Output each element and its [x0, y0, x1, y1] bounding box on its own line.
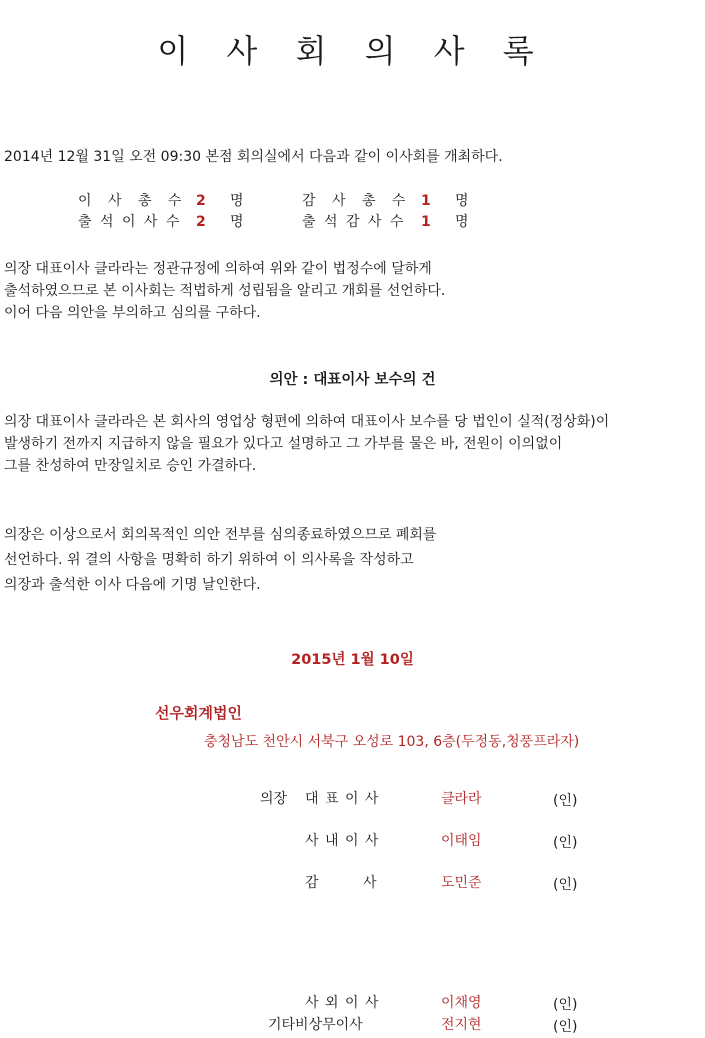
closing-line-2: 선언하다. 위 결의 사항을 명확히 하기 위하여 이 의사록을 작성하고: [4, 552, 414, 568]
directors-total-label: 이 사 총 수: [78, 193, 188, 209]
signature-name: 전지현: [441, 1017, 482, 1033]
agenda-line-3: 그를 찬성하여 만장일치로 승인 가결하다.: [4, 458, 257, 474]
auditors-total-unit: 명: [455, 193, 469, 209]
chair-prefix: 의장: [260, 791, 288, 807]
seal-mark: (인): [553, 835, 578, 851]
company-address: 충청남도 천안시 서북구 오성로 103, 6층(두정동,청풍프라자): [204, 734, 580, 750]
document-title: 이 사 회 의 사 록: [157, 32, 548, 70]
quorum-line-1: 의장 대표이사 클라라는 정관규정에 의하여 위와 같이 법정수에 달하게: [4, 261, 432, 277]
auditors-present-value: 1: [421, 214, 431, 230]
quorum-line-3: 이어 다음 의안을 부의하고 심의를 구하다.: [4, 305, 261, 321]
auditors-present-label: 출 석 감 사 수: [302, 214, 406, 230]
signature-name: 이태임: [441, 833, 482, 849]
signature-name: 클라라: [441, 791, 482, 807]
closing-line-3: 의장과 출석한 이사 다음에 기명 날인한다.: [4, 577, 261, 593]
signature-role: 기타비상무이사: [268, 1017, 363, 1033]
signature-name: 이채영: [441, 995, 482, 1011]
meeting-date: 2015년 1월 10일: [291, 652, 414, 668]
agenda-title: 의안 : 대표이사 보수의 건: [269, 372, 436, 388]
directors-total-unit: 명: [230, 193, 244, 209]
auditors-present-unit: 명: [455, 214, 469, 230]
signature-role: 대 표 이 사: [305, 791, 380, 807]
directors-present-unit: 명: [230, 214, 244, 230]
agenda-line-2: 발생하기 전까지 지급하지 않을 필요가 있다고 설명하고 그 가부를 물은 바, 전원이 이의없이: [4, 436, 563, 452]
seal-mark: (인): [553, 1019, 578, 1035]
directors-present-value: 2: [196, 214, 206, 230]
signature-role: 사 외 이 사: [305, 995, 380, 1011]
seal-mark: (인): [553, 877, 578, 893]
closing-line-1: 의장은 이상으로서 회의목적인 의안 전부를 심의종료하였으므로 폐회를: [4, 527, 437, 543]
agenda-line-1: 의장 대표이사 클라라은 본 회사의 영업상 형편에 의하여 대표이사 보수를 당 법인이 실적(정상화)이: [4, 414, 610, 430]
quorum-line-2: 출석하였으므로 본 이사회는 적법하게 성립됨을 알리고 개회를 선언하다.: [4, 283, 446, 299]
directors-present-label: 출 석 이 사 수: [78, 214, 182, 230]
seal-mark: (인): [553, 793, 578, 809]
company-name: 선우회계법인: [155, 704, 242, 722]
directors-total-value: 2: [196, 193, 206, 209]
auditors-total-value: 1: [421, 193, 431, 209]
signature-role: 감 사: [305, 875, 377, 891]
signature-name: 도민준: [441, 875, 482, 891]
signature-role: 사 내 이 사: [305, 833, 380, 849]
opening-statement: 2014년 12월 31일 오전 09:30 본점 회의실에서 다음과 같이 이사회를 개최하다.: [4, 149, 503, 165]
seal-mark: (인): [553, 997, 578, 1013]
auditors-total-label: 감 사 총 수: [302, 193, 412, 209]
